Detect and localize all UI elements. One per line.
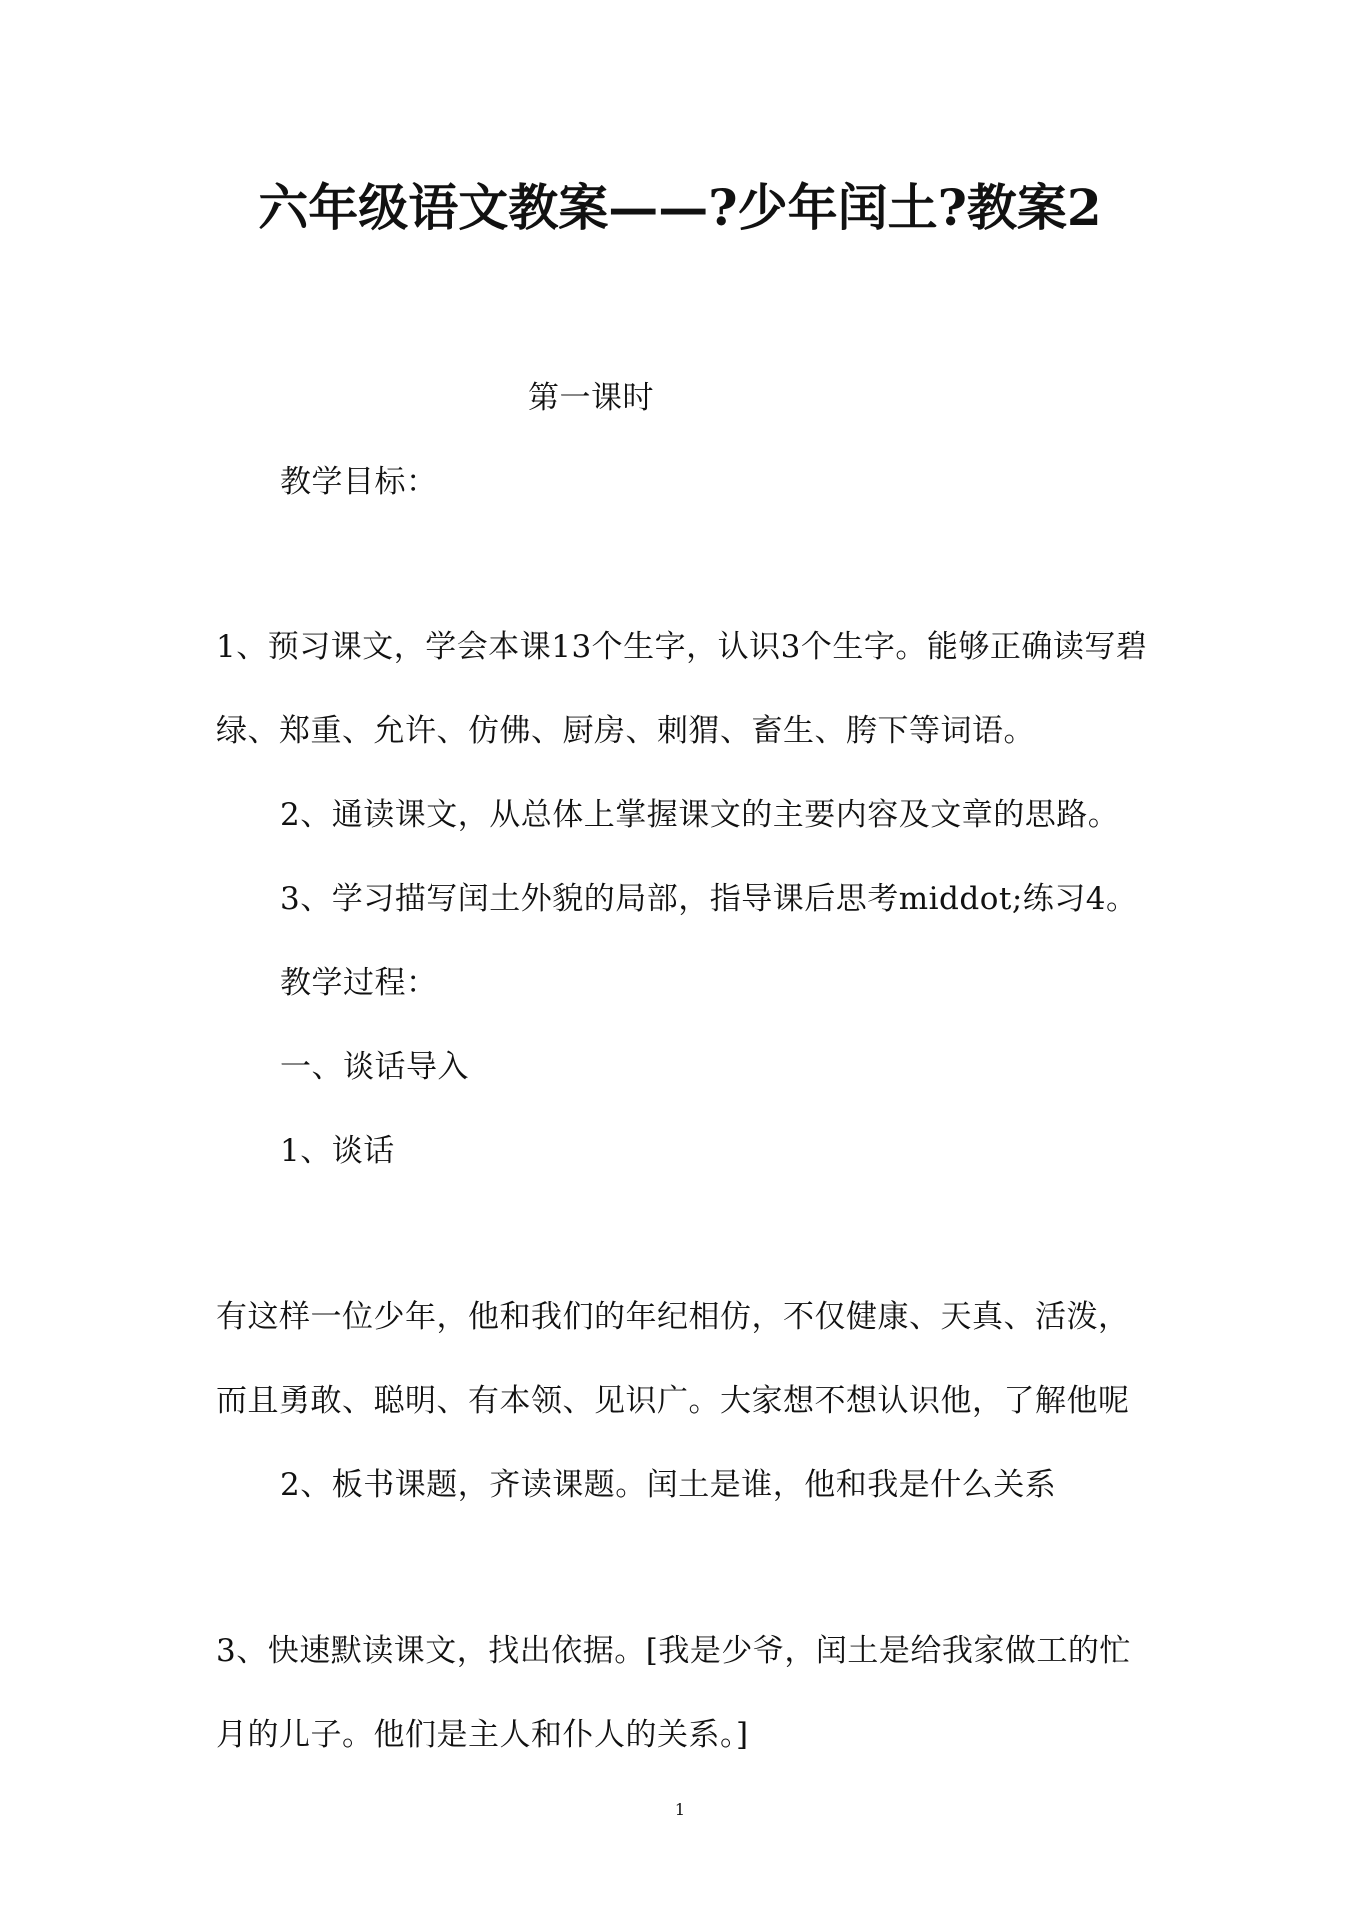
- dialogue-line-2: 而且勇敢、聪明、有本领、见识广。大家想不想认识他，了解他呢: [216, 1383, 1130, 1419]
- step-1: 1、谈话: [280, 1133, 395, 1169]
- document-title: 六年级语文教案——?少年闰土?教案2: [258, 178, 1102, 237]
- lesson-period-heading: 第一课时: [528, 380, 654, 416]
- goal-1-line-2: 绿、郑重、允许、仿佛、厨房、刺猬、畜生、胯下等词语。: [216, 713, 1035, 749]
- goal-2: 2、通读课文，从总体上掌握课文的主要内容及文章的思路。: [280, 797, 1120, 833]
- teaching-process-heading: 教学过程：: [280, 965, 438, 1001]
- page-number: 1: [674, 1800, 686, 1819]
- goal-1-line-1: 1、预习课文，学会本课13个生字，认识3个生字。能够正确读写碧: [216, 629, 1148, 665]
- step-3-line-1: 3、快速默读课文，找出依据。[我是少爷，闰土是给我家做工的忙: [216, 1633, 1131, 1669]
- goal-3: 3、学习描写闰土外貌的局部，指导课后思考middot;练习4。: [280, 881, 1138, 917]
- teaching-goals-heading: 教学目标：: [280, 464, 438, 500]
- dialogue-line-1: 有这样一位少年，他和我们的年纪相仿，不仅健康、天真、活泼，: [216, 1299, 1130, 1335]
- step-2: 2、板书课题，齐读课题。闰土是谁，他和我是什么关系: [280, 1467, 1057, 1503]
- section-1-heading: 一、谈话导入: [280, 1049, 469, 1085]
- step-3-line-2: 月的儿子。他们是主人和仆人的关系。]: [216, 1717, 749, 1753]
